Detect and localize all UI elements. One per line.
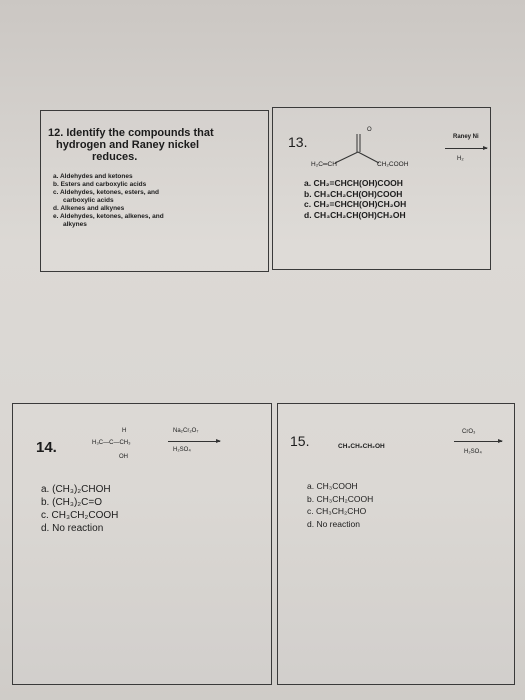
reaction-arrow [445, 148, 487, 149]
option-b[interactable]: b. CH₃CH₂CH(OH)COOH [304, 188, 403, 199]
reagent-hydrogen: H₂ [457, 156, 464, 162]
carbonyl-oxygen: O [367, 127, 372, 133]
option-b[interactable]: b. CH₃CH₂COOH [307, 493, 374, 504]
option-c[interactable]: c. CH₃CH₂COOH [41, 510, 119, 521]
question-14-options [41, 483, 118, 535]
question-13-options [304, 178, 406, 220]
option-c[interactable]: c. Aldehydes, ketones, esters, and carboxylic acids [53, 189, 159, 204]
option-d[interactable]: d. No reaction [307, 518, 360, 529]
question-14-card [12, 403, 272, 685]
option-e[interactable]: e. Aldehydes, ketones, alkenes, and alkynes [53, 213, 164, 228]
option-b[interactable]: b. Esters and carboxylic acids [53, 181, 147, 188]
reagent-catalyst: Raney Ni [453, 134, 479, 140]
reaction-arrow [168, 441, 220, 442]
reagent-oxidant: CrO₃ [462, 429, 476, 435]
option-a[interactable]: a. Aldehydes and ketones [53, 173, 133, 180]
title-line: hydrogen and Raney nickel [56, 139, 200, 151]
question-number: 13. [288, 134, 308, 150]
question-12-title [48, 127, 228, 163]
question-15-card [277, 403, 515, 685]
bond-left [335, 152, 358, 163]
option-c[interactable]: c. CH₃CH₂CHO [307, 506, 367, 516]
reagent-acid: H₂SO₄ [173, 447, 191, 453]
question-12-card [40, 110, 269, 272]
option-d[interactable]: d. No reaction [41, 523, 104, 534]
option-c[interactable]: c. CH₂=CHCH(OH)CH₂OH [304, 199, 407, 209]
question-12-options [53, 173, 253, 229]
isopropanol-skeleton: H₃C—C—CH₃ [92, 440, 131, 446]
title-line: 12. Identify the compounds that [48, 127, 214, 139]
option-a[interactable]: a. CH₂=CHCH(OH)COOH [304, 178, 403, 188]
propanol-molecule: CH₃CH₂CH₂OH [338, 443, 385, 450]
option-a[interactable]: a. (CH₃)₂CHOH [41, 484, 111, 495]
bond-right [358, 152, 379, 163]
option-d[interactable]: d. Alkenes and alkynes [53, 205, 125, 212]
question-15-options [307, 480, 373, 530]
reagent-acid: H₂SO₄ [464, 449, 482, 455]
reagent-oxidant: Na₂Cr₂O₇ [173, 428, 199, 434]
ketone-skeleton [333, 128, 383, 168]
question-13-card [272, 107, 491, 270]
hydroxyl-group: OH [119, 454, 128, 460]
option-a[interactable]: a. CH₃COOH [307, 481, 358, 491]
reaction-arrow [454, 441, 502, 442]
acid-group: CH₂COOH [377, 161, 409, 168]
option-d[interactable]: d. CH₃CH₂CH(OH)CH₂OH [304, 209, 406, 220]
question-number: 14. [36, 439, 57, 456]
vinyl-group: H₂C═CH [311, 161, 337, 168]
title-line: reduces. [92, 151, 138, 163]
option-b[interactable]: b. (CH₃)₂C=O [41, 497, 103, 508]
hydrogen-atom: H [122, 428, 127, 434]
question-number: 15. [290, 433, 310, 449]
